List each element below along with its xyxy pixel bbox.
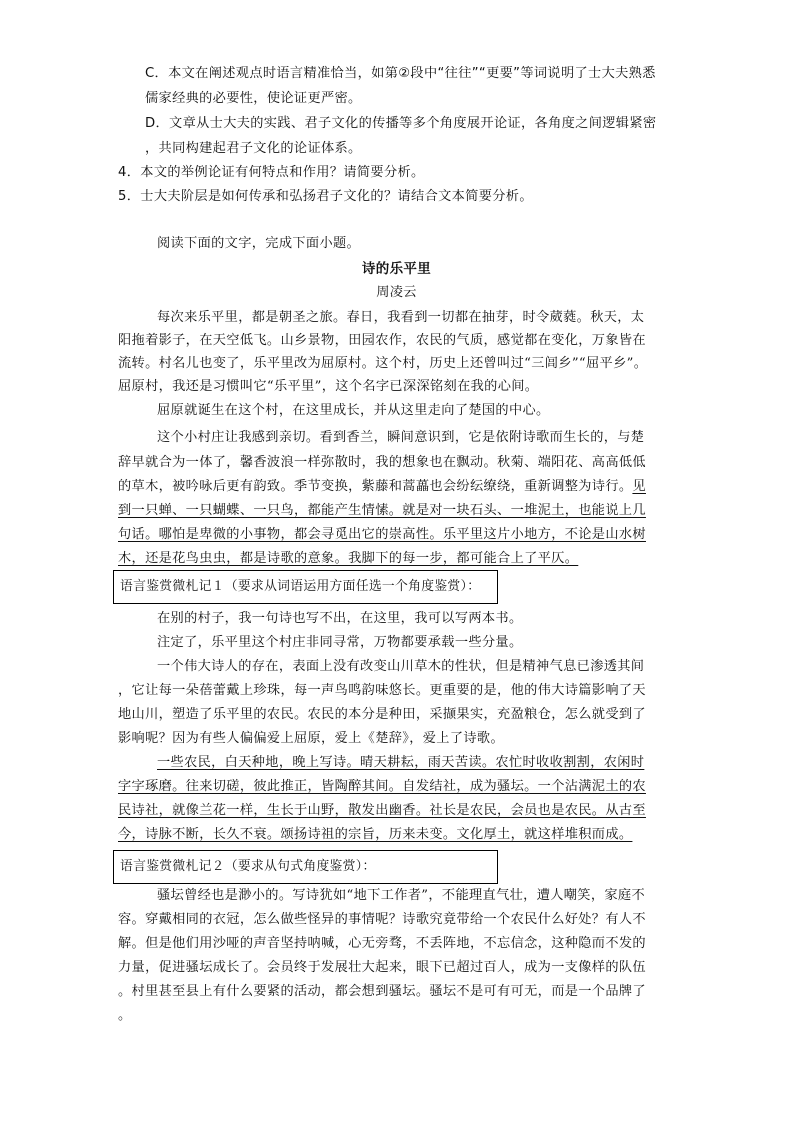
p8-line3: 解。但是他们用沙哑的声音坚持呐喊，心无旁骛，不丢阵地，不忘信念，这种隐而不发的 — [118, 936, 646, 951]
p2: 屈原就诞生在这个村，在这里成长，并从这里走向了楚国的中心。 — [157, 403, 550, 418]
p8-line1: 骚坛曾经也是渺小的。写诗犹如“地下工作者”，不能理直气壮，遭人嘲笑，家庭不 — [157, 888, 645, 903]
option-c-line1: C．本文在阐述观点时语言精准恰当，如第②段中“往往”“更要”等词说明了士大夫熟悉 — [145, 66, 656, 81]
p3-line6: 木，还是花鸟虫虫，都是诗歌的意象。我脚下的每一步，都可能合上了平仄。 — [118, 551, 579, 566]
p7-line3: 民诗社，就像兰花一样，生长于山野，散发出幽香。社长是农民，会员也是农民。从古至 — [118, 803, 646, 818]
p6-line3: 地山川，塑造了乐平里的农民。农民的本分是种田，采撷果实，充盈粮仓，怎么就受到了 — [118, 707, 646, 722]
p3-line2: 辞早就合为一体了，馨香波浪一样弥散时，我的想象也在飘动。秋菊、端阳花、高高低低 — [118, 455, 646, 470]
p3-line4: 到一只蝉、一只蝴蝶、一只鸟，都能产生情愫。就是对一块石头、一堆泥土，也能说上几 — [118, 503, 646, 518]
passage-title: 诗的乐平里 — [361, 261, 432, 277]
p8-line6: 。 — [118, 1008, 132, 1023]
p1-line4: 屈原村，我还是习惯叫它“乐平里”，这个名字已深深铭刻在我的心间。 — [118, 379, 539, 394]
question-4: 4．本文的举例论证有何特点和作用？请简要分析。 — [118, 165, 425, 180]
p5: 注定了，乐平里这个村庄非同寻常，万物都要承载一些分量。 — [157, 635, 523, 650]
p8-line4: 力量，促进骚坛成长了。会员终于发展壮大起来，眼下已超过百人，成为一支像样的队伍 — [118, 960, 646, 975]
question-5: 5．士大夫阶层是如何传承和弘扬君子文化的？请结合文本简要分析。 — [118, 189, 533, 204]
p6-line2: ，它让每一朵蓓蕾戴上珍珠，每一声鸟鸣韵味悠长。更重要的是，他的伟大诗篇影响了天 — [118, 683, 646, 698]
p1-line2: 阳拖着影子，在天空低飞。山乡景物，田园农作，农民的气质，感觉都在变化，万象皆在 — [118, 333, 646, 348]
p6-line4: 影响呢？因为有些人偏偏爱上屈原，爱上《楚辞》，爱上了诗歌。 — [118, 731, 504, 746]
p8-line2: 容。穿戴相同的衣冠，怎么做些怪异的事情呢？诗歌究竟带给一个农民什么好处？有人不 — [118, 912, 646, 927]
option-d-line1: D．文章从士大夫的实践、君子文化的传播等多个角度展开论证，各角度之间逻辑紧密 — [145, 116, 657, 131]
p3-line3-plain: 的草木，被吟咏后更有韵致。季节变换，紫藤和蒿藟也会纷纭缭绕，重新调整为诗行。 — [118, 479, 633, 494]
p7-line4: 今，诗脉不断，长久不衰。颂扬诗祖的宗旨，历来未变。文化厚土，就这样堆积而成。 — [118, 827, 633, 842]
passage-author: 周凌云 — [376, 285, 417, 300]
option-c-line2: 儒家经典的必要性，使论证更严密。 — [145, 91, 362, 106]
note-box-2-label: 语言鉴赏微札记２（要求从句式角度鉴赏）： — [120, 859, 376, 874]
p6-line1: 一个伟大诗人的存在，表面上没有改变山川草木的性状，但是精神气息已渗透其间 — [157, 659, 645, 674]
p7-line1: 一些农民，白天种地，晚上写诗。晴天耕耘，雨天苦读。农忙时收收割割，农闲时 — [157, 755, 645, 770]
p1-line1: 每次来乐平里，都是朝圣之旅。春日，我看到一切都在抽芽，时令葳蕤。秋天，太 — [157, 310, 645, 325]
reading-instruction: 阅读下面的文字，完成下面小题。 — [157, 236, 361, 251]
p1-line3: 流转。村名儿也变了，乐平里改为屈原村。这个村，历史上还曾叫过“三闾乡”“屈平乡”。 — [118, 356, 648, 371]
p4: 在别的村子，我一句诗也写不出，在这里，我可以写两本书。 — [157, 611, 523, 626]
p3-line5: 句话。哪怕是卑微的小事物，都会寻觅出它的崇高性。乐平里这片小地方，不论是山水树 — [118, 527, 646, 542]
p7-line2: 字字琢磨。往来切磋，彼此推正，皆陶醉其间。自发结社，成为骚坛。一个沾满泥土的农 — [118, 779, 646, 794]
p8-line5: 。村里甚至县上有什么要紧的活动，都会想到骚坛。骚坛不是可有可无，而是一个品牌了 — [118, 984, 646, 999]
p3-line3 — [118, 477, 646, 497]
option-d-line2: ，共同构建起君子文化的论证体系。 — [145, 141, 362, 156]
p3-line1: 这个小村庄让我感到亲切。看到香兰，瞬间意识到，它是依附诗歌而生长的，与楚 — [157, 430, 645, 445]
p3-line3-underlined: 见 — [632, 479, 646, 494]
note-box-1-label: 语言鉴赏微札记１（要求从词语运用方面任选一个角度鉴赏）： — [120, 579, 481, 594]
